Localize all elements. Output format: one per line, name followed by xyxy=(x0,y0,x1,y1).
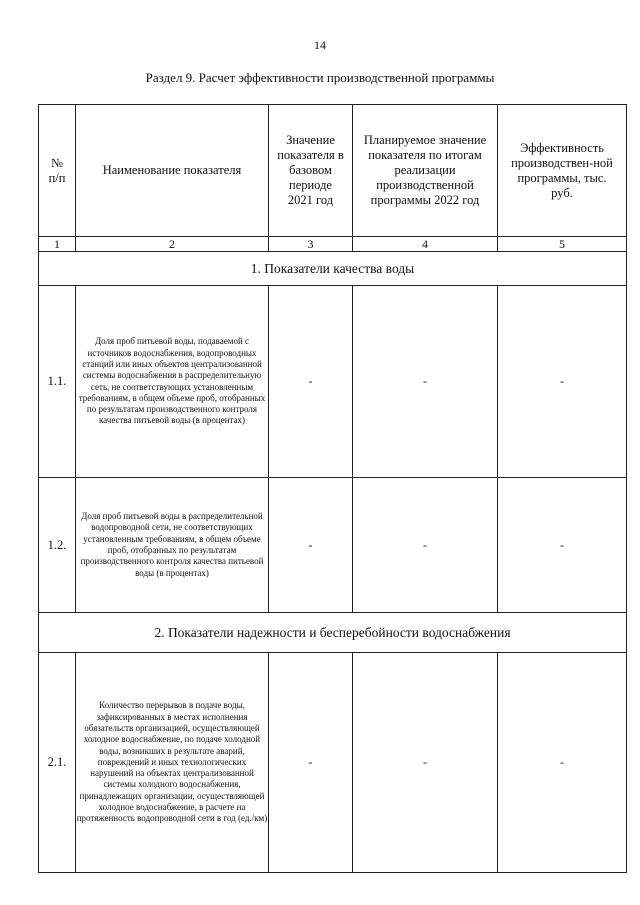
table-row xyxy=(39,478,627,613)
efficiency-table xyxy=(38,104,627,873)
table-row xyxy=(39,286,627,478)
row-number: 1.2. xyxy=(39,478,76,613)
group-title-water-quality: 1. Показатели качества воды xyxy=(39,252,627,286)
header-base-value: Значение показателя в базовом периоде 2021 год xyxy=(269,105,353,237)
header-row xyxy=(39,105,627,237)
table-row xyxy=(39,653,627,873)
base-value: - xyxy=(269,653,353,873)
header-name: Наименование показателя xyxy=(76,105,269,237)
row-number: 2.1. xyxy=(39,653,76,873)
group-row xyxy=(39,252,627,286)
column-number: 4 xyxy=(353,237,498,252)
column-number: 3 xyxy=(269,237,353,252)
header-num: № п/п xyxy=(39,105,76,237)
efficiency-value: - xyxy=(498,653,627,873)
efficiency-value: - xyxy=(498,478,627,613)
row-number: 1.1. xyxy=(39,286,76,478)
header-efficiency: Эффективность производствен-ной программы, тыс. руб. xyxy=(498,105,627,237)
group-title-reliability: 2. Показатели надежности и бесперебойности водоснабжения xyxy=(39,613,627,653)
header-planned-value: Планируемое значение показателя по итогам реализации производственной программы 2022 год xyxy=(353,105,498,237)
planned-value: - xyxy=(353,286,498,478)
section-title: Раздел 9. Расчет эффективности производственной программы xyxy=(145,70,495,85)
indicator-name: Доля проб питьевой воды в распределительной водопроводной сети, не соответствующих установленным требованиям, в общем объеме проб, отобранных по результатам производственного контроля качества питьевой воды (в процентах) xyxy=(76,478,269,613)
column-number: 5 xyxy=(498,237,627,252)
indicator-name: Доля проб питьевой воды, подаваемой с источников водоснабжения, водопроводных станций или иных объектов централизованной системы водоснабжения в распределительную сеть, не соответствующих установленным требованиям, в общем объеме проб, отобранных по результатам производственного контроля качества питьевой воды (в процентах) xyxy=(76,286,269,478)
column-number: 2 xyxy=(76,237,269,252)
page-number: 14 xyxy=(314,38,326,52)
base-value: - xyxy=(269,286,353,478)
group-row xyxy=(39,613,627,653)
planned-value: - xyxy=(353,478,498,613)
planned-value: - xyxy=(353,653,498,873)
base-value: - xyxy=(269,478,353,613)
efficiency-value: - xyxy=(498,286,627,478)
column-number-row xyxy=(39,237,627,252)
indicator-name: Количество перерывов в подаче воды, зафиксированных в местах исполнения обязательств организацией, осуществляющей холодное водоснабжение, по подаче холодной воды, возникших в результате аварий, повреждений и иных технологических нарушений на объектах централизованной системы холодного водоснабжения, принадлежащих организации, осуществляющей холодное водоснабжение, в расчете на протяженность водопроводной сети в год (ед./км) xyxy=(76,653,269,873)
column-number: 1 xyxy=(39,237,76,252)
